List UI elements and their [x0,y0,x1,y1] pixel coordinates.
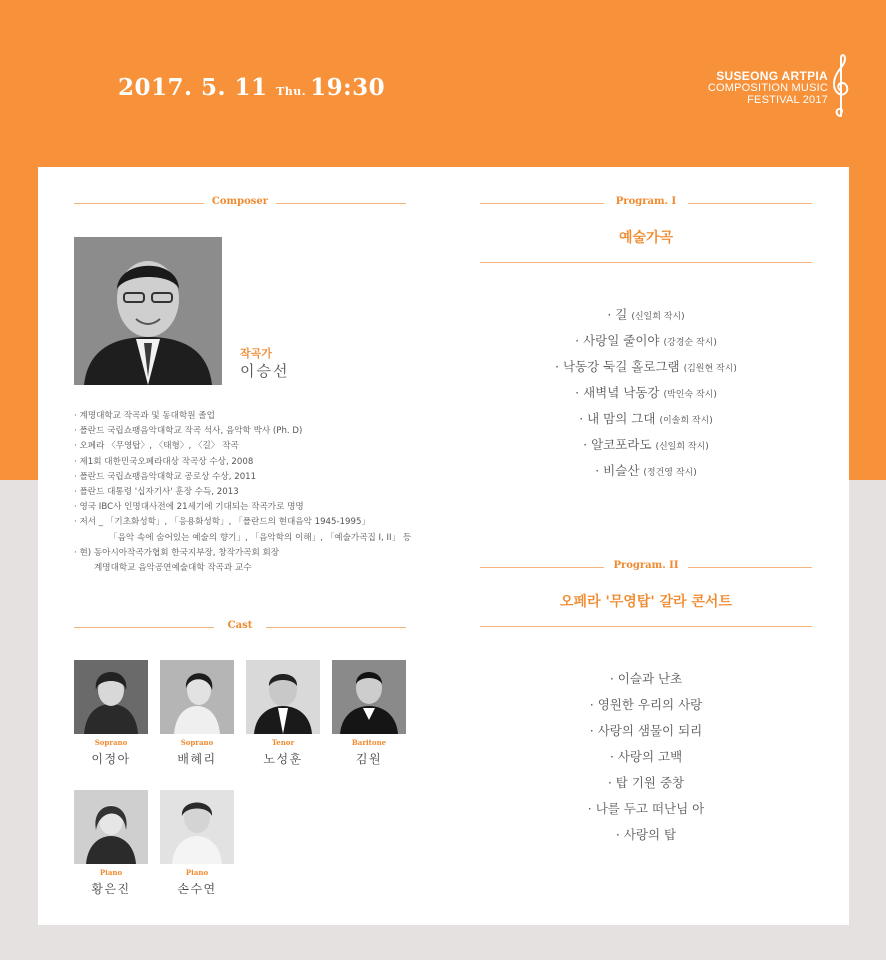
logo-line-1: SUSEONG ARTPIA [716,69,828,83]
item-title: · 길 [607,307,628,322]
cast-role: Piano [185,868,209,877]
cast-role: Soprano [94,738,128,747]
day-of-week: Thu. [276,85,307,98]
cast-name: 김원 [355,752,383,766]
composer-role: 작곡가 [240,347,272,360]
item-author: (이솔희 작시) [659,416,713,426]
bio-line: · 제1회 대한민국오페라대상 작곡상 수상, 2008 [74,456,254,467]
item-title: · 사랑일 줄이야 [575,333,660,348]
composer-section-header [74,196,406,210]
bio-line: · 오페라 〈무영탑〉, 〈태형〉, 〈길〉 작곡 [74,441,239,452]
logo-line-2: COMPOSITION MUSIC [707,82,828,94]
bio-line: · 폴란드 대통령 '십자기사' 훈장 수득, 2013 [74,487,239,498]
cast-section-title: Cast [227,620,253,631]
program2-item: · 나를 두고 떠난님 아 [587,801,705,816]
logo-line-3: FESTIVAL 2017 [747,94,828,106]
item-author: (박인숙 작시) [663,390,717,400]
cast-role: Piano [99,868,123,877]
program1-divider [480,262,812,263]
cast-name: 노성훈 [263,752,303,766]
cast-name: 손수연 [177,882,217,896]
cast-name: 황은진 [91,882,131,896]
cast-role: Tenor [271,738,295,747]
program1-section-title: Program. I [615,196,677,207]
cast-photo [246,660,320,734]
item-author: (강경순 작시) [663,338,717,348]
item-title: · 알코포라도 [583,437,652,452]
program1-list [476,302,816,484]
program1-section-header [480,196,812,210]
time-text: 19:30 [310,74,386,101]
concert-date [118,74,385,101]
program1-item [476,406,816,432]
program1-title: 예술가곡 [618,230,674,246]
program1-item [476,432,816,458]
bio-line: · 저서 _ 「기초화성학」, 「응용화성학」, 「폴란드의 현대음악 1945-1995」 [74,517,371,528]
cast-photo [74,790,148,864]
cast-role: Baritone [351,738,387,747]
cast-section-header [74,620,406,634]
bio-line: · 영국 IBC사 인명대사전에 21세기에 기대되는 작곡가로 명명 [74,502,304,513]
program2-divider [480,626,812,627]
bio-line: · 계명대학교 작곡과 및 동대학원 졸업 [74,411,215,421]
bio-line: · 폴란드 국립쇼팽음악대학교 작곡 석사, 음악학 박사 (Ph. D) [74,426,303,437]
item-title: · 새벽녘 낙동강 [575,385,660,400]
composer-bio [74,409,414,576]
item-title: · 내 맘의 그대 [579,411,656,426]
festival-logo [708,70,828,106]
composer-name: 이승선 [240,362,290,380]
program1-item [476,458,816,484]
cast-photo [74,660,148,734]
date-text: 2017. 5. 11 [118,74,268,101]
program-card [38,167,849,925]
cast-photo [160,790,234,864]
item-author: (신일희 작시) [655,442,709,452]
program1-item [476,380,816,406]
cast-name: 배혜리 [177,752,217,766]
item-title: · 비슬산 [595,463,640,478]
composer-section-title: Composer [211,196,269,207]
program1-item [476,328,816,354]
cast-name: 이정아 [91,752,131,766]
item-title: · 낙동강 둑길 홀로그램 [555,359,680,374]
program2-item: · 사랑의 고백 [609,749,683,764]
program1-item [476,302,816,328]
program2-list [476,666,816,848]
program2-item: · 탑 기원 중창 [607,775,685,790]
program2-section-title: Program. II [613,560,679,571]
bio-line: 「음악 속에 숨어있는 예술의 향기」, 「음악학의 이해」, 「예술가곡집 I, II」 등 [109,532,412,543]
cast-photo [332,660,406,734]
program2-item: · 사랑의 샘물이 되리 [589,723,703,738]
cast-role: Soprano [180,738,214,747]
program2-title: 오페라 '무영탑' 갈라 콘서트 [560,594,732,610]
composer-photo [74,237,222,385]
bio-line: 계명대학교 음악공연예술대학 작곡과 교수 [94,563,252,574]
program1-item [476,354,816,380]
item-author: (신일희 작시) [631,312,685,322]
program2-item: · 영원한 우리의 사랑 [589,697,703,712]
program2-item: · 사랑의 탑 [615,827,677,842]
treble-clef-icon [830,52,852,122]
item-author: (김원현 작시) [683,364,737,374]
bio-line: · 현) 동아시아작곡가협회 한국지부장, 창작가곡회 회장 [74,547,280,558]
item-author: (정건영 작시) [643,468,697,478]
bio-line: · 폴란드 국립쇼팽음악대학교 공로상 수상, 2011 [74,471,257,482]
program2-item: · 이슬과 난초 [609,671,683,686]
cast-photo [160,660,234,734]
program2-section-header [480,560,812,574]
